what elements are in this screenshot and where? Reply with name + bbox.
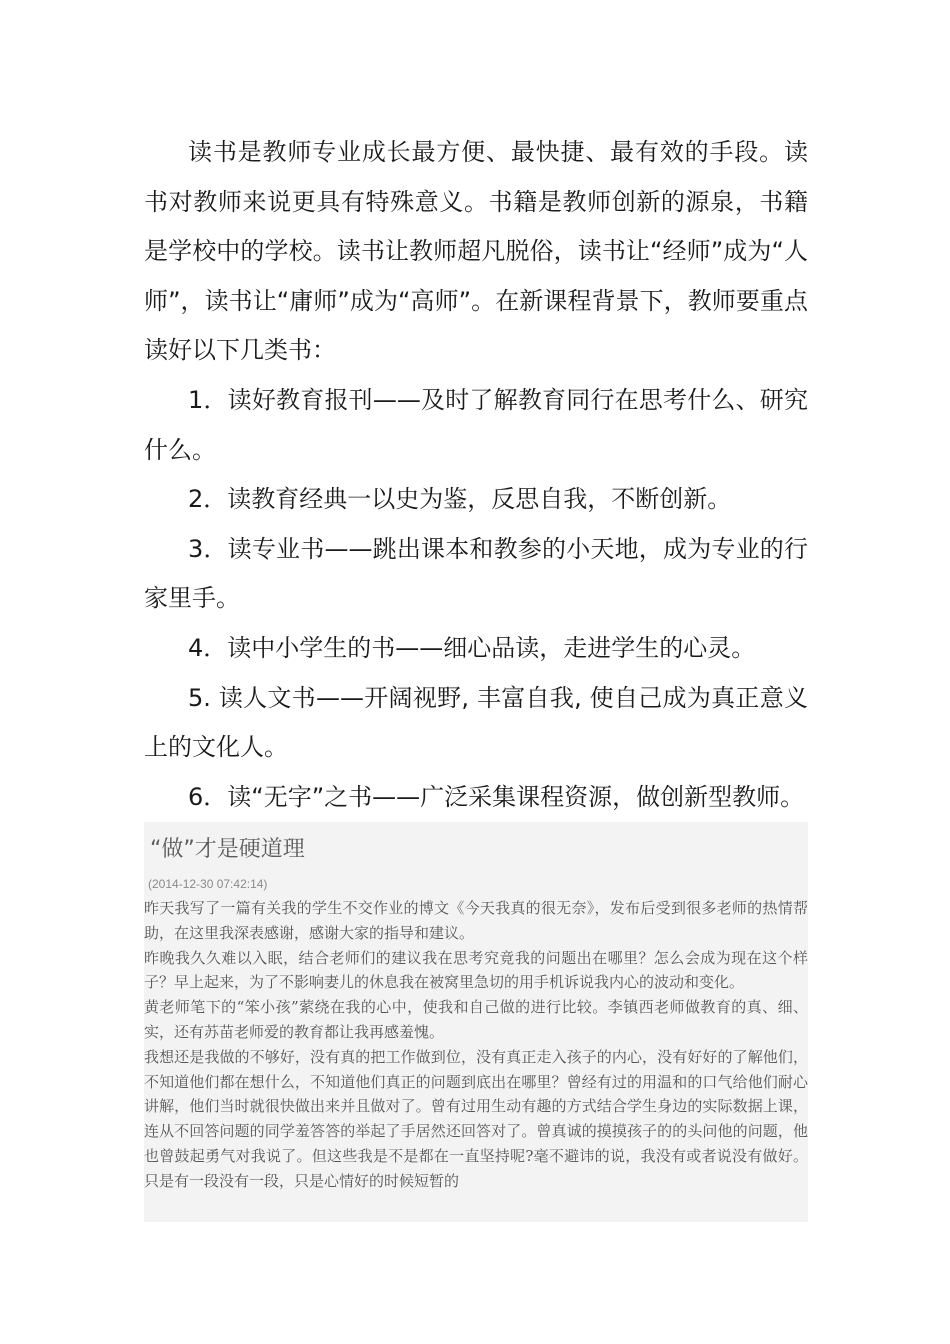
- list-item: 2．读教育经典一以史为鉴，反思自我，不断创新。: [188, 485, 732, 514]
- blog-date: (2014-12-30 07:42:14): [148, 877, 268, 891]
- blog-paragraph: 昨晚我久久难以入眠，结合老师们的建议我在思考究竟我的问题出在哪里？怎么会成为现在这个样子？早上起来，为了不影响妻儿的休息我在被窝里急切的用手机诉说我内心的波动和变化。: [144, 948, 808, 992]
- blog-paragraph: 黄老师笔下的“笨小孩”萦绕在我的心中，使我和自己做的进行比较。李镇西老师做教育的真、细、实，还有苏苗老师爱的教育都让我再感羞愧。: [144, 998, 808, 1041]
- list-item: 3．读专业书——跳出课本和教参的小天地，成为专业的行家里手。: [144, 534, 808, 613]
- blog-paragraph: 昨天我写了一篇有关我的学生不交作业的博文《今天我真的很无奈》，发布后受到很多老师的热情帮助，在这里我深表感谢，感谢大家的指导和建议。: [144, 899, 808, 942]
- list-item: 5. 读人文书——开阔视野, 丰富自我, 使自己成为真正意义上的文化人。: [144, 683, 808, 762]
- blog-body: [144, 896, 808, 1194]
- intro-paragraph: 读书是教师专业成长最方便、最快捷、最有效的手段。读书对教师来说更具有特殊意义。书籍是教师创新的源泉，书籍是学校中的学校。读书让教师超凡脱俗，读书让“经师”成为“人师”，读书让“庸师”成为“高师”。在新课程背景下，教师要重点读好以下几类书：: [144, 138, 808, 365]
- list-item: 4．读中小学生的书——细心品读，走进学生的心灵。: [188, 633, 756, 662]
- blog-paragraph: 我想还是我做的不够好，没有真的把工作做到位，没有真正走入孩子的内心，没有好好的了解他们，不知道他们都在想什么，不知道他们真正的问题到底出在哪里？曾经有过的用温和的口气给他们耐心讲解，他们当时就很快做出来并且做对了。曾有过用生动有趣的方式结合学生身边的实际数据上课，连从不回答问题的同学羞答答的举起了手居然还回答对了。曾真诚的摸摸孩子的的头问他的问题，他也曾鼓起勇气对我说了。但这些我是不是都在一直坚持呢?毫不避讳的说，我没有或者说没有做好。只是有一段没有一段，只是心情好的时候短暂的: [144, 1047, 808, 1190]
- list-item: 6．读“无字”之书——广泛采集课程资源，做创新型教师。: [188, 782, 805, 811]
- blog-title: “做”才是硬道理: [150, 837, 305, 862]
- list-item: 1．读好教育报刊——及时了解教育同行在思考什么、研究什么。: [144, 385, 808, 464]
- main-article: [144, 128, 808, 822]
- blog-excerpt: [144, 822, 808, 1222]
